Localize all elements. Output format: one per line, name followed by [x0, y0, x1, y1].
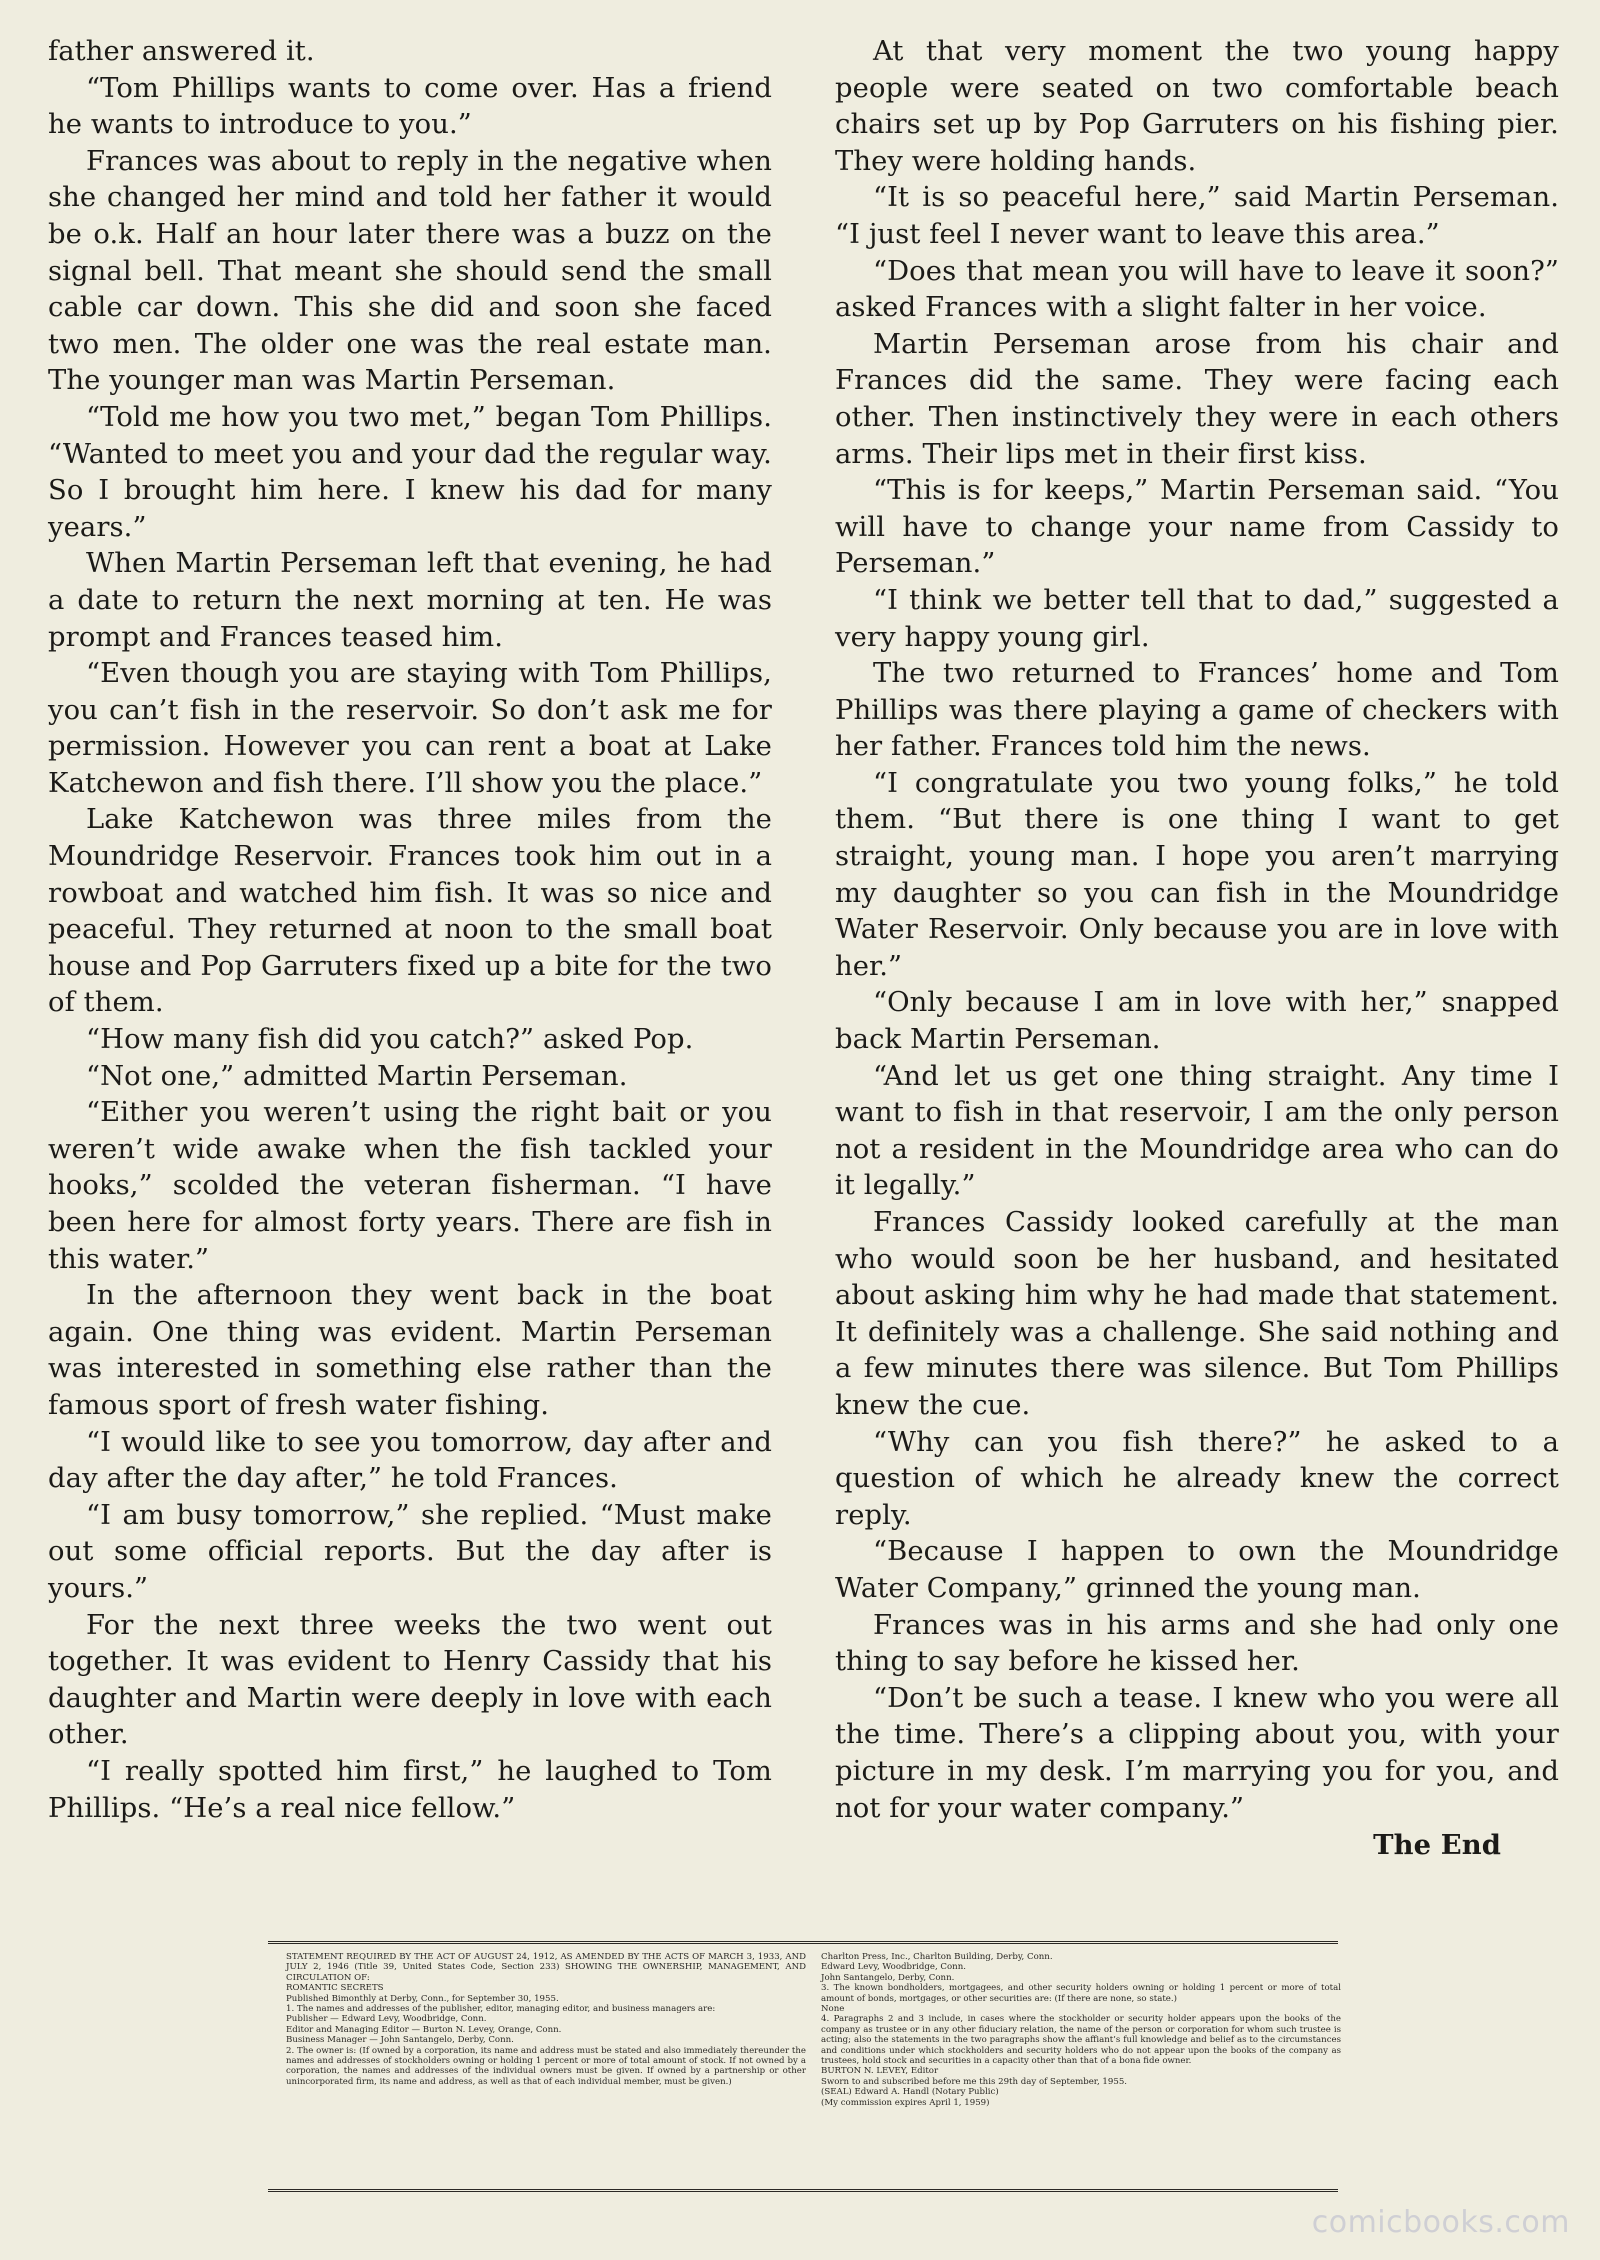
story-paragraph: Martin Perseman arose from his chair and Frances did the same. They were facing each other. Then instinctively they were in each others arms. Their lips met in their first kiss. [835, 328, 1559, 470]
story-paragraph: “And let us get one thing straight. Any time I want to fish in that reservoir, I am the only person not a resident in the Moundridge area who can do it legally.” [835, 1060, 1559, 1202]
ownership-statement-left [286, 1952, 806, 2087]
story-paragraph: “Why can you fish there?” he asked to a question of which he already knew the correct reply. [835, 1426, 1559, 1531]
statement-line: 2. The owner is: (If owned by a corporation, its name and address must be stated and also immediately thereunder the names and addresses of stockholders owning or holding 1 percent or more of total amount of stock. If not owned by a corporation, the names and addresses of the individual owners must be given. If owned by a partnership or other unincorporated firm, its name and address, as well as that of each individual member, must be given.) [286, 2045, 806, 2087]
ownership-statement [268, 1941, 1341, 2192]
statement-line: John Santangelo, Derby, Conn. [821, 1972, 955, 1983]
story-paragraph: “I congratulate you two young folks,” he told them. “But there is one thing I want to get straight, young man. I hope you aren’t marrying my daughter so you can fish in the Moundridge Water Reservoir. Only because you are in love with her.” [835, 767, 1559, 982]
statement-line: Charlton Press, Inc., Charlton Building, Derby, Conn. [821, 1952, 1053, 1962]
statement-line: Published Bimonthly at Derby, Conn., for September 30, 1955. [286, 1993, 559, 2004]
story-paragraph: Frances Cassidy looked carefully at the man who would soon be her husband, and hesitated about asking him why he had made that statement. It definitely was a challenge. She said nothing and a few minutes there was silence. But Tom Phillips knew the cue. [835, 1207, 1559, 1421]
statement-line: (SEAL) Edward A. Handl (Notary Public) [821, 2087, 999, 2098]
statement-line: 1. The names and addresses of the publisher, editor, managing editor, and business managers are: [286, 2004, 716, 2015]
story-paragraph: “It is so peaceful here,” said Martin Perseman. “I just feel I never want to leave this area.” [835, 182, 1559, 250]
story-paragraph: “Told me how you two met,” began Tom Phillips. “Wanted to meet you and your dad the regular way. So I brought him here. I knew his dad for many years.” [48, 401, 772, 543]
ownership-statement-right [821, 1952, 1341, 2108]
story-paragraph: “I think we better tell that to dad,” suggested a very happy young girl. [835, 584, 1559, 653]
story-paragraph: “Not one,” admitted Martin Perseman. [86, 1060, 628, 1092]
story-paragraph: When Martin Perseman left that evening, he had a date to return the next morning at ten. He was prompt and Frances teased him. [48, 548, 772, 653]
statement-line: Publisher — Edward Levy, Woodbridge, Conn. [286, 2014, 487, 2025]
story-paragraph: “Even though you are staying with Tom Phillips, you can’t fish in the reservoir. So don’t ask me for permission. However you can rent a boat at Lake Katchewon and fish there. I’ll show you the place.” [48, 658, 772, 799]
story-paragraph: “I would like to see you tomorrow, day after and day after the day after,” he told Frances. [48, 1426, 772, 1495]
statement-line: STATEMENT REQUIRED BY THE ACT OF AUGUST 24, 1912, AS AMENDED BY THE ACTS OF MARCH 3, 1933, AND JULY 2, 1946 (Title 39, United States Code, Section 233) SHOWING THE OWNERSHIP, MANAGEMENT, AND CIRCULATION OF: [286, 1952, 806, 1983]
story-paragraph: Lake Katchewon was three miles from the Moundridge Reservoir. Frances took him out in a rowboat and watched him fish. It was so nice and peaceful. They returned at noon to the small boat house and Pop Garruters fixed up a bite for the two of them. [48, 804, 772, 1019]
story-paragraph: “Tom Phillips wants to come over. Has a friend he wants to introduce to you.” [48, 72, 772, 141]
story-paragraph: “Does that mean you will have to leave it soon?” asked Frances with a slight falter in her voice. [835, 255, 1559, 324]
statement-line: Sworn to and subscribed before me this 29th day of September, 1955. [821, 2076, 1128, 2087]
story-paragraph: “Don’t be such a tease. I knew who you were all the time. There’s a clipping about you, with your picture in my desk. I’m marrying you for you, and not for your water company.” [835, 1682, 1559, 1824]
statement-line: Business Manager — John Santangelo, Derby, Conn. [286, 2035, 514, 2046]
story-paragraph: Frances was in his arms and she had only one thing to say before he kissed her. [835, 1609, 1559, 1678]
statement-line: BURTON N. LEVEY, Editor [821, 2066, 939, 2077]
story-paragraph: father answered it. [48, 36, 315, 67]
statement-line: (My commission expires April 1, 1959) [821, 2097, 990, 2108]
right-text-column [835, 34, 1559, 1864]
statement-line: Edward Levy, Woodbridge, Conn. [821, 1962, 966, 1973]
story-paragraph: “I am busy tomorrow,” she replied. “Must make out some official reports. But the day after is yours.” [48, 1499, 772, 1604]
the-end-label: The End [1373, 1829, 1501, 1862]
story-paragraph: For the next three weeks the two went out together. It was evident to Henry Cassidy that his daughter and Martin were deeply in love with each other. [48, 1609, 772, 1751]
statement-line: Editor and Managing Editor — Burton N. Levey, Orange, Conn. [286, 2024, 562, 2035]
story-paragraph: Frances was about to reply in the negative when she changed her mind and told her father it would be o.k. Half an hour later there was a buzz on the signal bell. That meant she should send the small cable car down. This she did and soon she faced two men. The older one was the real estate man. The younger man was Martin Perseman. [48, 145, 772, 397]
story-paragraph: The two returned to Frances’ home and Tom Phillips was there playing a game of checkers with her father. Frances told him the news. [835, 658, 1559, 763]
statement-line: ROMANTIC SECRETS [286, 1983, 384, 1994]
story-paragraph: In the afternoon they went back in the boat again. One thing was evident. Martin Perseman was interested in something else rather than the famous sport of fresh water fishing. [48, 1280, 772, 1421]
story-paragraph: “Only because I am in love with her,” snapped back Martin Perseman. [835, 987, 1559, 1056]
story-paragraph: “I really spotted him first,” he laughed to Tom Phillips. “He’s a real nice fellow.” [48, 1755, 772, 1824]
story-paragraph: At that very moment the two young happy people were seated on two comfortable beach chairs set up by Pop Garruters on his fishing pier. They were holding hands. [835, 36, 1559, 177]
left-text-column [48, 34, 772, 1827]
watermark-text: comicbooks.com [1311, 2205, 1570, 2240]
story-paragraph: “How many fish did you catch?” asked Pop. [86, 1024, 694, 1056]
story-paragraph: “This is for keeps,” Martin Perseman said. “You will have to change your name from Cassidy to Perseman.” [835, 475, 1559, 580]
story-paragraph: “Either you weren’t using the right bait or you weren’t wide awake when the fish tackled your hooks,” scolded the veteran fisherman. “I have been here for almost forty years. There are fish in this water.” [48, 1097, 772, 1275]
statement-line: 4. Paragraphs 2 and 3 include, in cases where the stockholder or security holder appears upon the books of the company as trustee or in any other fiduciary relation, the name of the person or corporation for whom such trustee is acting; also the statements in the two paragraphs show the affiant’s full knowledge and belief as to the circumstances and conditions under which stockholders and security holders who do not appear upon the books of the company as trustees, hold stock and securities in a capacity other than that of a bona fide owner. [821, 2014, 1341, 2067]
statement-line: 3. The known bondholders, mortgagees, and other security holders owning or holding 1 percent or more of total amount of bonds, mortgages, or other securities are: (If there are none, so state.) [821, 1983, 1341, 2004]
statement-line: None [821, 2004, 845, 2015]
story-paragraph: “Because I happen to own the Moundridge Water Company,” grinned the young man. [835, 1536, 1559, 1604]
